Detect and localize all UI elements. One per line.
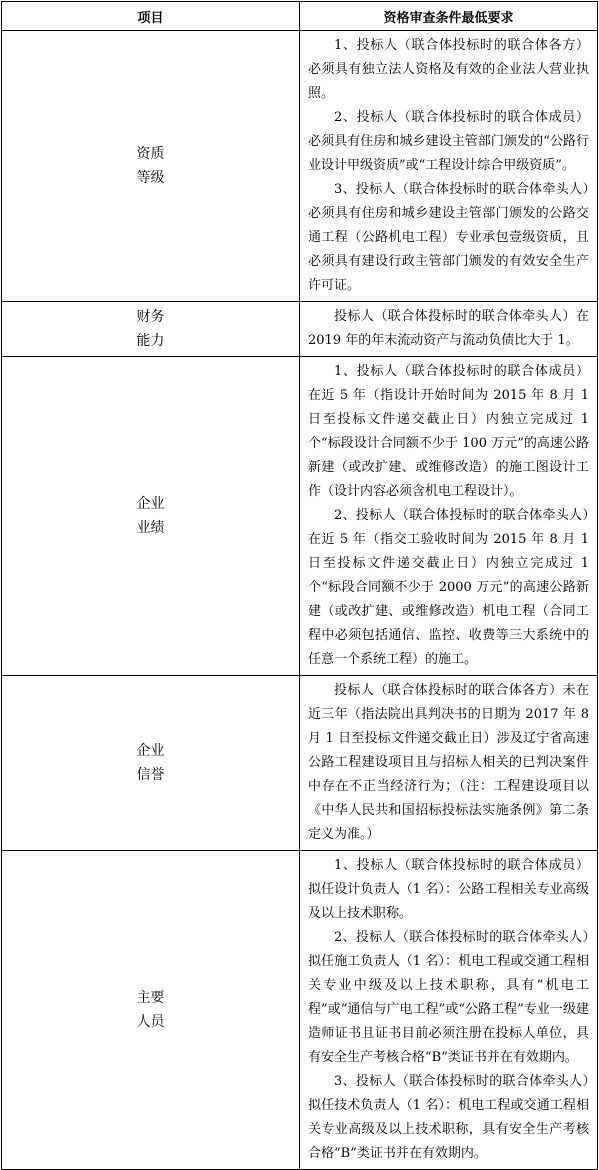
requirement-cell <box>300 357 598 676</box>
table-row-enterprise-performance <box>2 357 598 676</box>
category-line: 人员 <box>136 1014 165 1030</box>
category-cell <box>2 676 300 851</box>
header-requirement: 资格审查条件最低要求 <box>300 2 598 31</box>
category-line: 等级 <box>136 170 165 186</box>
requirement-cell <box>300 676 598 851</box>
requirement-paragraph: 1、投标人（联合体投标时的联合体成员）拟任设计负责人（1 名）：公路工程相关专业高级及以上技术职称。 <box>308 858 589 921</box>
header-item: 项目 <box>2 2 300 31</box>
requirement-cell <box>300 851 598 1170</box>
category-line: 资质 <box>136 146 165 162</box>
requirement-paragraph: 2、投标人（联合体投标时的联合体成员）必须具有住房和城乡建设主管部门颁发的“公路行业设计甲级资质”或“工程设计综合甲级资质”。 <box>308 110 589 173</box>
category-line: 主要 <box>136 990 165 1006</box>
category-cell <box>2 31 300 302</box>
requirement-cell <box>300 302 598 357</box>
requirement-paragraph: 1、投标人（联合体投标时的联合体各方）必须具有独立法人资格及有效的企业法人营业执照。 <box>308 38 589 101</box>
qualification-table <box>1 1 598 1170</box>
requirement-cell <box>300 31 598 302</box>
category-line: 能力 <box>136 333 165 349</box>
category-line: 信誉 <box>136 767 165 783</box>
table-row-enterprise-credit <box>2 676 598 851</box>
requirement-paragraph: 投标人（联合体投标时的联合体牵头人）在 2019 年的年末流动资产与流动负债比大于 1。 <box>308 309 589 348</box>
requirement-paragraph: 2、投标人（联合体投标时的联合体牵头人）在近 5 年（指交工验收时间为 2015 年 8 月 1 日至投标文件递交截止日）内独立完成过 1 个“标段合同额不少于 2000 万元”的高速公路新建（或改扩建、或维修改造）机电工程（合同工程中必须包括通信、监控、收费等三大系统中的任意一个系统工程）的施工。 <box>308 508 589 667</box>
category-cell <box>2 851 300 1170</box>
category-line: 财务 <box>136 309 165 325</box>
table-row-qualification-level <box>2 31 598 302</box>
table-row-key-personnel <box>2 851 598 1170</box>
requirement-paragraph: 3、投标人（联合体投标时的联合体牵头人）必须具有住房和城乡建设主管部门颁发的公路交通工程（公路机电工程）专业承包壹级资质，且必须具有建设行政主管部门颁发的有效安全生产许可证。 <box>308 182 589 293</box>
requirement-paragraph: 3、投标人（联合体投标时的联合体牵头人）拟任技术负责人（1 名）：机电工程或交通工程相关专业高级及以上技术职称，具有安全生产考核合格“B”类证书并在有效期内。 <box>308 1074 589 1161</box>
category-line: 业绩 <box>136 520 165 536</box>
table-row-financial-capacity <box>2 302 598 357</box>
category-cell <box>2 357 300 676</box>
requirement-paragraph: 2、投标人（联合体投标时的联合体牵头人）拟任施工负责人（1 名）：机电工程或交通工程相关专业中级及以上技术职称，具有“机电工程”或“通信与广电工程”或“公路工程”专业一级建造师证书且证书目前必须注册在投标人单位，具有安全生产考核合格“B”类证书并在有效期内。 <box>308 930 589 1065</box>
category-line: 企业 <box>136 496 165 512</box>
requirement-paragraph: 投标人（联合体投标时的联合体各方）未在近三年（指法院出具判决书的日期为 2017 年 8 月 1 日至投标文件递交截止日）涉及辽宁省高速公路工程建设项目且与招标人相关的已判决案件中存在不正当经济行为；（注：工程建设项目以《中华人民共和国招标投标法实施条例》第二条定义为准。） <box>308 683 589 842</box>
requirement-paragraph: 1、投标人（联合体投标时的联合体成员）在近 5 年（指设计开始时间为 2015 年 8 月 1 日至投标文件递交截止日）内独立完成过 1 个“标段设计合同额不少于 100 万元”的高速公路新建（或改扩建、或维修改造）的施工图设计工作（设计内容必须含机电工程设计）。 <box>308 364 589 499</box>
table-header-row <box>2 2 598 31</box>
category-cell <box>2 302 300 357</box>
category-line: 企业 <box>136 743 165 759</box>
